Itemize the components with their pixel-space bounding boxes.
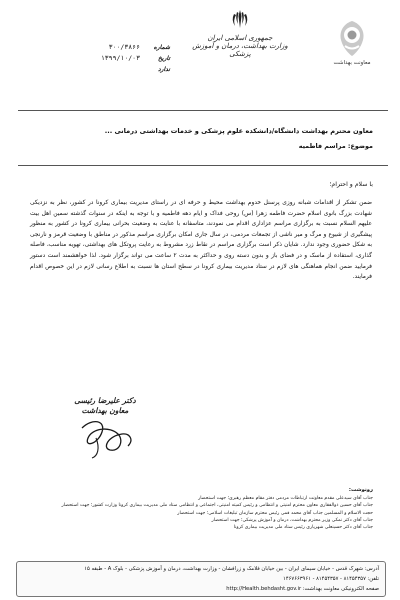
- iran-emblem-icon: [229, 8, 251, 30]
- copy-line: جناب آقای دکتر نمکی وزیر محترم بهداشت، درمان و آموزش پزشکی؛ جهت استحضار: [211, 517, 373, 523]
- subject-line: موضوع: مراسم فاطمیه: [298, 142, 373, 150]
- footer-website: صفحه الکترونیکی معاونت بهداشت: http://Health.behdasht.gov.ir: [226, 586, 379, 592]
- header-divider: [18, 110, 388, 111]
- body-paragraph: ضمن تشکر از اقدامات شبانه روزی پرسنل خدوم بهداشت محیط و حرفه ای در راستای مدیریت بیماری کرونا در کشور، نظر به نزدیکی شهادت بزرگ بانوی اسلام حضرت فاطمه زهرا (س) روحی فداک و ایام دهه فاطمیه و با توجه به اینکه در سنوات گذشته سمین اهل بیت علیهم السلام نسبت به برگزاری مراسم عزاداری اقدام می نمودند، متاسفانه با عنایت به وضعیت بحرانی بیماری کرونا در کشور به منظور پیشگیری از شیوع و مرگ و میر ناشی از تجمعات مردمی، در سال جاری امکان برگزاری مراسم مذکور در مناطق با وضعیت قرمز و نارنجی به شکل حضوری وجود ندارد. شایان ذکر است برگزاری مراسم در نقاط زرد مشروط به رعایت پروتکل های بهداشتی، تهویه مناسب، فاصله گذاری، استفاده از ماسک و در فضای باز و بدون دسته روی و حداکثر به مدت ۲ ساعت می تواند برگزار شود. لذا خواهشمند است دستور فرمایید ضمن انجام هماهنگی های لازم در ستاد مدیریت بیماری کرونا در سطح استان ها نسبت به اطلاع رسانی لازم در این خصوص اقدام فرمایند.: [30, 200, 372, 281]
- copies-list: [28, 495, 373, 531]
- ministry-name-line2: وزارت بهداشت، درمان و آموزش پزشکی: [192, 42, 288, 58]
- reference-block: [60, 42, 170, 75]
- ref-date-label: تاریخ: [158, 55, 170, 62]
- subject-divider: [18, 165, 388, 166]
- signatory-title: معاون بهداشت: [81, 406, 129, 415]
- ref-number-label: شماره: [153, 44, 170, 51]
- signatory-name: دکتر علیرضا رئیسی: [74, 396, 136, 405]
- health-deputy-logo: [322, 18, 382, 66]
- copies-title: رونوشت:: [348, 487, 373, 493]
- copy-line: جناب آقای حسین ذوالفقاری معاون محترم امنیتی و انتظامی و رئیس کمیته امنیتی، اجتماعی و انتظامی ستاد ملی مدیریت بیماری کرونا وزارت کشور؛ جهت استحضار: [61, 503, 373, 509]
- recipient-line: معاون محترم بهداشت دانشگاه/دانشکده علوم پزشکی و خدمات بهداشتی درمانی ...: [104, 127, 373, 135]
- copy-line: جناب آقای دکتر حسینعلی شهریاری رئیس ستاد ملی مدیریت بیماری کرونا: [233, 525, 373, 531]
- greeting: با سلام و احترام؛: [329, 181, 373, 188]
- logo-caption: معاونت بهداشت: [333, 60, 371, 66]
- ref-attachment-label: ندارد: [157, 66, 170, 73]
- footer-phones: تلفن: ۸۱۴۵۴۳۵۷ - ۸۱۴۵۴۳۵۷ - ۱۴۶۷۶۶۳۹۶۱: [283, 576, 379, 582]
- ministry-emblem: [190, 8, 290, 58]
- copy-line: جناب آقای سیدعلی مقدم معاونت ارتباطات مردمی دفتر مقام معظم رهبری؛ جهت استحضار: [198, 496, 373, 501]
- footer-address: آدرس: شهرک قدس - خیابان سیمای ایران - بین خیابان فلامک و زرافشان - وزارت بهداشت، درمان و آموزش پزشکی - بلوک A - طبقه ۱۵: [84, 566, 379, 572]
- address-footer: [16, 561, 386, 597]
- signatory: [62, 396, 148, 416]
- ministry-name-line1: جمهوری اسلامی ایران: [207, 34, 273, 42]
- ref-date: ۱۳۹۹/۱۰/۰۳: [100, 54, 140, 62]
- health-logo-icon: [335, 18, 369, 58]
- copy-line: حجت الاسلام و المسلمین جناب آقای محمد قمی رئیس محترم سازمان تبلیغات اسلامی؛ جهت استحضار: [177, 510, 373, 516]
- ref-number: ۳۰۰/۳۸۶۶: [108, 43, 140, 51]
